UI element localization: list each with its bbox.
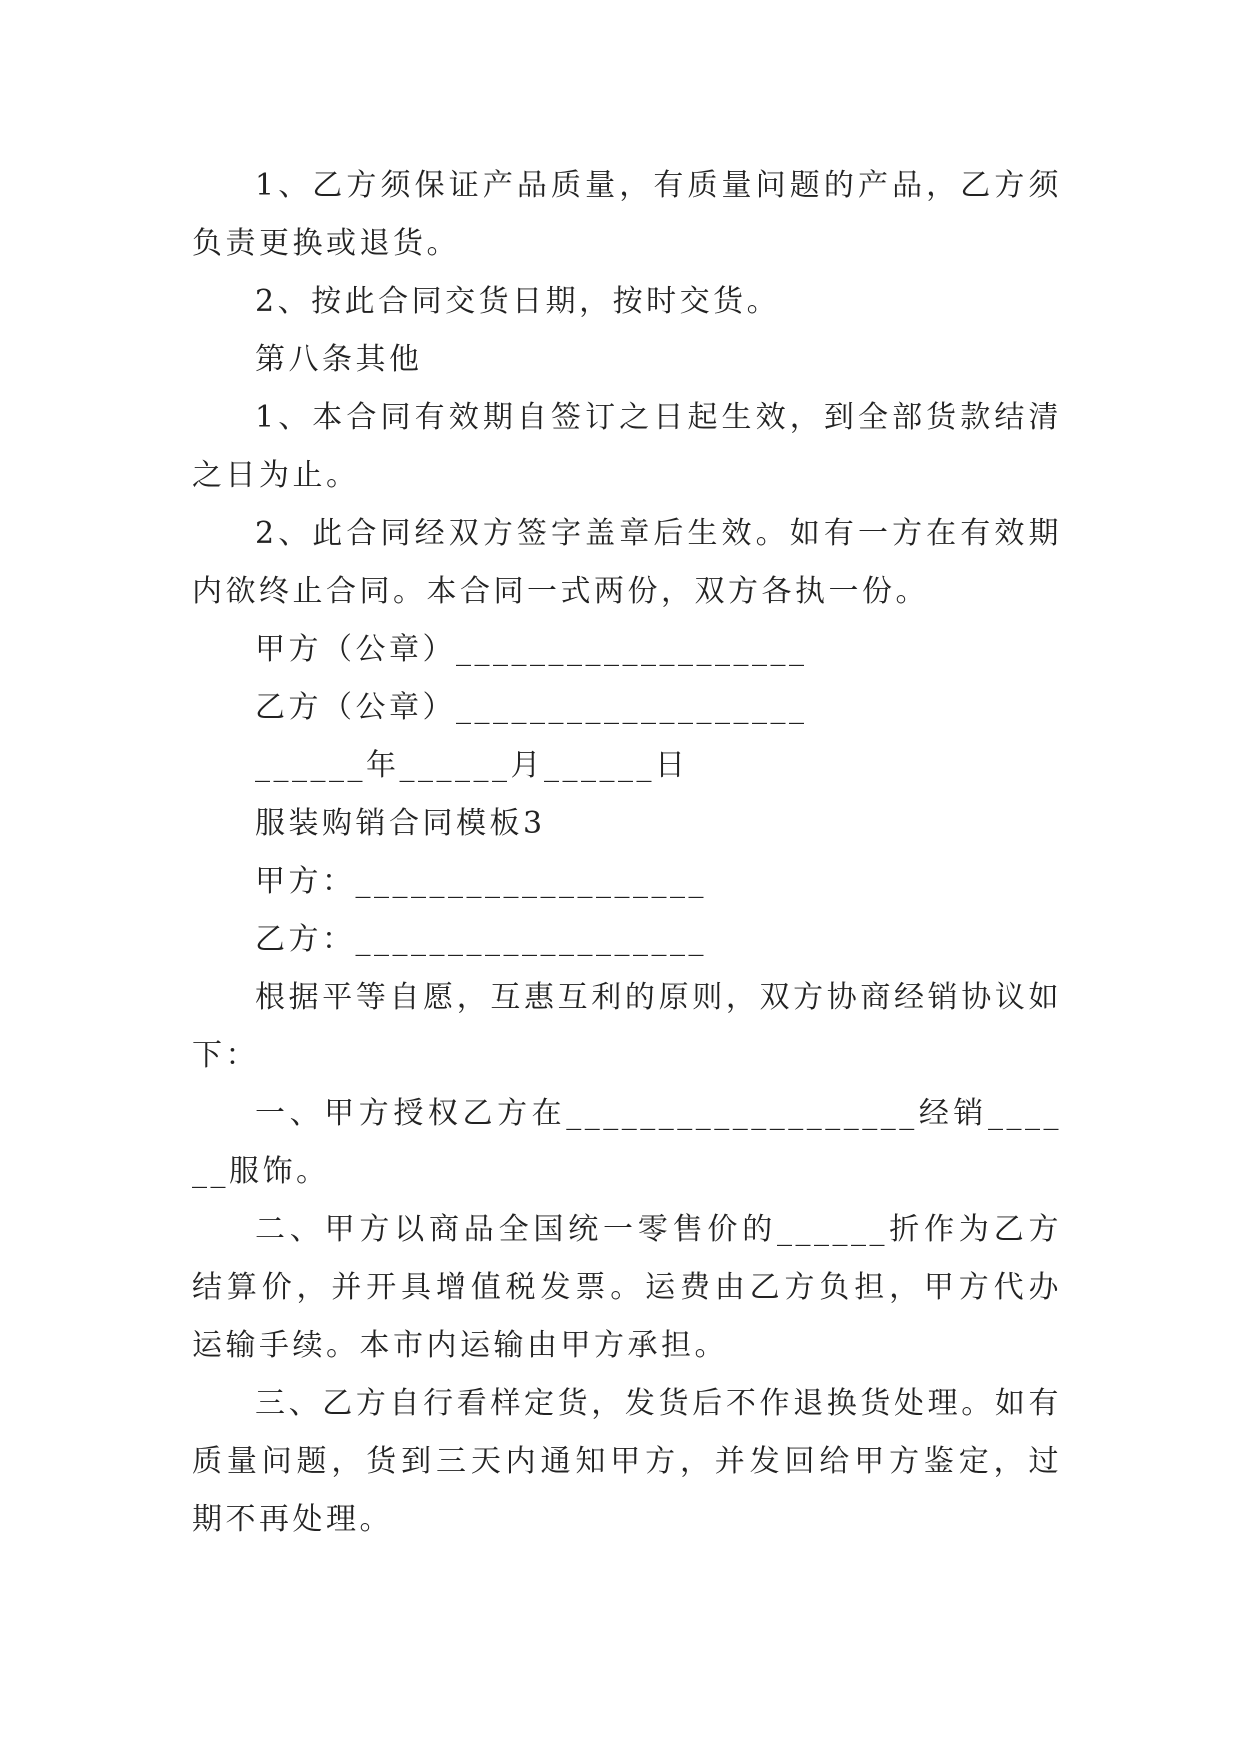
clause-delivery-date: 2、按此合同交货日期，按时交货。 <box>255 284 781 319</box>
party-a-line: 甲方：___________________ <box>255 864 707 899</box>
clause-two-settlement: 二、甲方以商品全国统一零售价的______折作为乙方结算价，并开具增值税发票。运费由乙方负担，甲方代办运输手续。本市内运输由甲方承担。 <box>192 1212 1062 1363</box>
template-title: 服装购销合同模板3 <box>255 806 546 841</box>
article-eight-heading: 第八条其他 <box>255 342 423 377</box>
clause-three-ordering: 三、乙方自行看样定货，发货后不作退换货处理。如有质量问题，货到三天内通知甲方，并发回给甲方鉴定，过期不再处理。 <box>192 1386 1062 1537</box>
clause-one-authorization: 一、甲方授权乙方在___________________经销______服饰。 <box>192 1096 1062 1189</box>
clause-validity-period: 1、本合同有效期自签订之日起生效，到全部货款结清之日为止。 <box>192 400 1062 493</box>
date-line: ______年______月______日 <box>255 748 689 783</box>
agreement-principle: 根据平等自愿，互惠互利的原则，双方协商经销协议如下： <box>192 980 1062 1073</box>
party-a-seal-line: 甲方（公章）___________________ <box>255 632 808 667</box>
clause-quality-guarantee: 1、乙方须保证产品质量，有质量问题的产品，乙方须负责更换或退货。 <box>192 168 1062 261</box>
party-b-seal-line: 乙方（公章）___________________ <box>255 690 808 725</box>
document-body <box>192 157 1062 1549</box>
party-b-line: 乙方：___________________ <box>255 922 707 957</box>
clause-effectiveness: 2、此合同经双方签字盖章后生效。如有一方在有效期内欲终止合同。本合同一式两份，双方各执一份。 <box>192 516 1062 609</box>
